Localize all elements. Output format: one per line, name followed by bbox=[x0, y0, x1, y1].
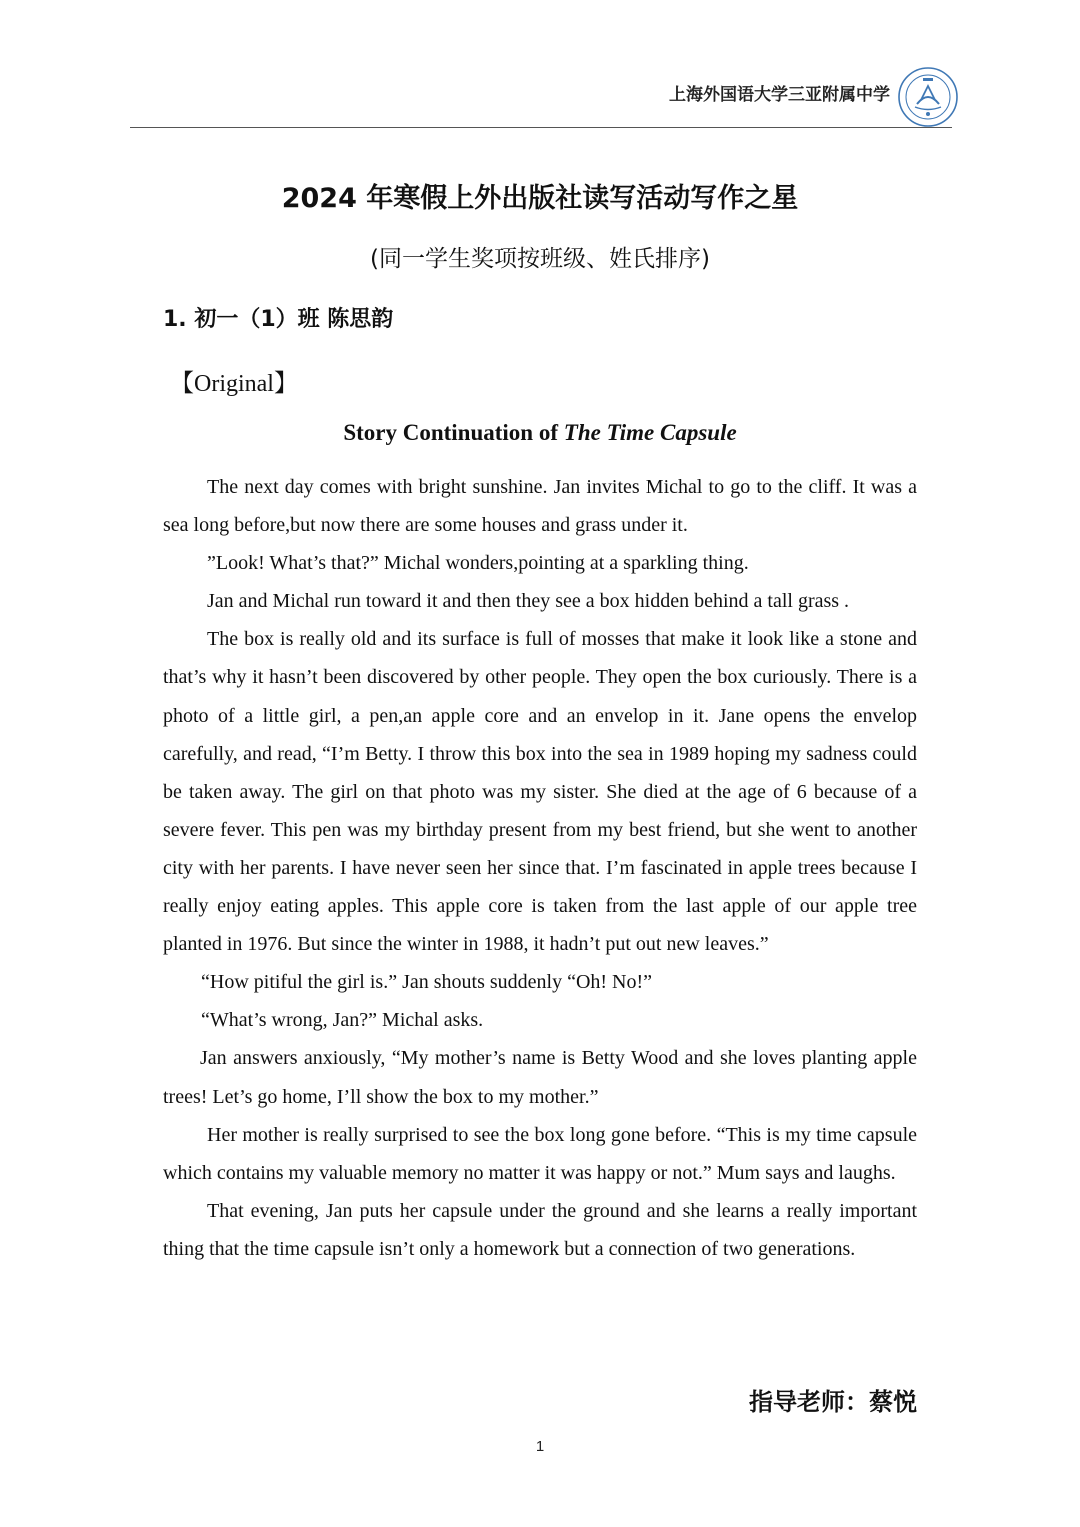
story-title-italic: The Time Capsule bbox=[563, 420, 737, 445]
section-tag: 【Original】 bbox=[170, 371, 298, 397]
entry-heading: 1. 初一（1）班 陈思韵 bbox=[163, 307, 394, 332]
story-paragraph: That evening, Jan puts her capsule under the ground and she learns a really important thing that the time capsule isn’t only a homework but a connection of two generations. bbox=[163, 1199, 917, 1260]
story-paragraph: “How pitiful the girl is.” Jan shouts suddenly “Oh! No!” bbox=[201, 971, 653, 994]
story-paragraph: ”Look! What’s that?” Michal wonders,pointing at a sparkling thing. bbox=[207, 552, 749, 575]
document-title: 2024 年寒假上外出版社读写活动写作之星 bbox=[281, 183, 799, 214]
school-name: 上海外国语大学三亚附属中学 bbox=[669, 85, 890, 105]
story-title-prefix: Story Continuation of bbox=[343, 420, 564, 445]
story-paragraph: Her mother is really surprised to see the box long gone before. “This is my time capsule which contains my valuable memory no matter it was happy or not.” Mum says and laughs. bbox=[163, 1123, 917, 1184]
story-paragraph: The box is really old and its surface is full of mosses that make it look like a stone and that’s why it hasn’t been discovered by other people. They open the box curiously. There is a photo of a little girl, a pen,an apple core and an envelop in it. Jane opens the envelop carefully, and read, “I’m Betty. I throw this box into the sea in 1989 hoping my sadness could be taken away. The girl on that photo was my sister. She died at the age of 6 because of a severe fever. This pen was my birthday present from my best friend, but she went to another city with her parents. I have never seen her since that. I’m fascinated in apple trees because I really enjoy eating apples. This apple core is taken from the last apple of our apple tree planted in 1976. But since the winter in 1988, it hadn’t put out new leaves.” bbox=[163, 628, 917, 956]
page-number: 1 bbox=[535, 1438, 545, 1455]
instructor-signature: 指导老师：蔡悦 bbox=[749, 1388, 917, 1416]
story-title bbox=[0, 420, 1080, 446]
story-paragraph: “What’s wrong, Jan?” Michal asks. bbox=[201, 1009, 484, 1032]
story-paragraph: Jan answers anxiously, “My mother’s name is Betty Wood and she loves planting apple trees! Let’s go home, I’ll show the box to my mother.” bbox=[163, 1047, 917, 1108]
story-paragraph: Jan and Michal run toward it and then they see a box hidden behind a tall grass . bbox=[207, 590, 850, 613]
header-divider bbox=[130, 127, 952, 128]
document-subtitle: (同一学生奖项按班级、姓氏排序) bbox=[370, 246, 710, 272]
story-body bbox=[163, 468, 917, 1268]
school-emblem-icon bbox=[897, 66, 959, 128]
story-paragraph: The next day comes with bright sunshine. Jan invites Michal to go to the cliff. It was a sea long before,but now there are some houses and grass under it. bbox=[163, 476, 917, 537]
